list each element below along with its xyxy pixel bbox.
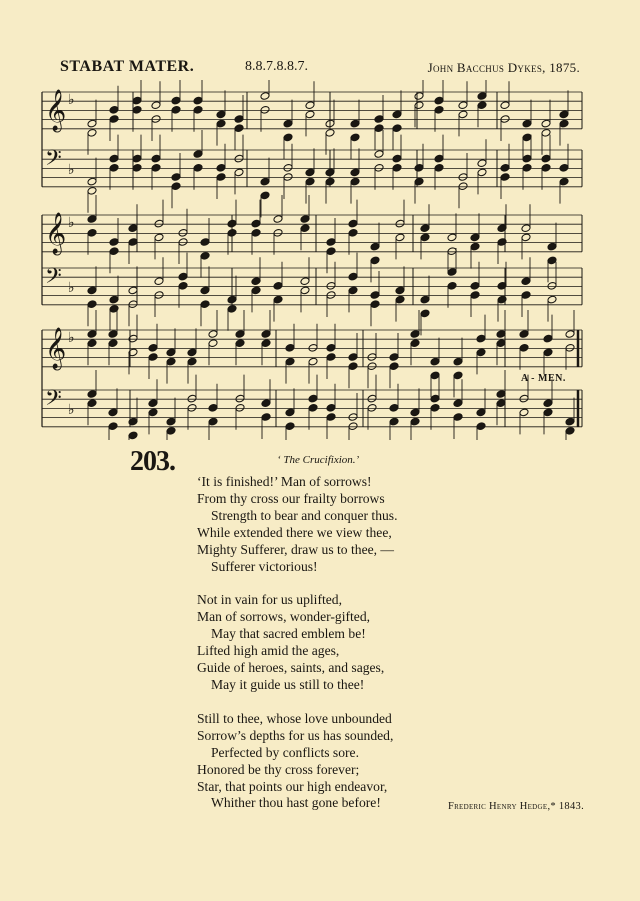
note-head: [476, 422, 486, 431]
composer-credit: John Bacchus Dykes, 1875.: [427, 60, 580, 75]
note-head: [325, 177, 335, 186]
note-head: [543, 334, 553, 343]
note-head: [308, 357, 318, 366]
note-head: [497, 295, 507, 304]
note-head: [395, 233, 405, 242]
note-head: [87, 128, 97, 137]
note-head: [477, 159, 487, 168]
note-head: [148, 353, 158, 362]
note-head: [476, 348, 486, 357]
note-head: [187, 357, 197, 366]
note-head: [87, 390, 97, 399]
note-head: [87, 339, 97, 348]
note-head: [308, 394, 318, 403]
note-head: [87, 177, 97, 186]
note-head: [300, 224, 310, 233]
verse-line: ‘It is finished!’ Man of sorrows!: [197, 474, 372, 489]
note-head: [410, 417, 420, 426]
note-head: [543, 399, 553, 408]
note-head: [410, 330, 420, 339]
note-head: [430, 403, 440, 412]
note-head: [305, 110, 315, 119]
note-head: [541, 163, 551, 172]
note-head: [414, 92, 424, 101]
note-head: [261, 339, 271, 348]
note-head: [420, 224, 430, 233]
note-head: [300, 215, 310, 224]
note-head: [128, 348, 138, 357]
note-head: [273, 228, 283, 237]
note-head: [273, 281, 283, 290]
note-head: [251, 228, 261, 237]
note-head: [200, 286, 210, 295]
note-head: [476, 408, 486, 417]
note-head: [410, 408, 420, 417]
verse-line: From thy cross our frailty borrows: [197, 490, 385, 506]
note-head: [367, 353, 377, 362]
verse-line: While extended there we view thee,: [197, 524, 392, 540]
note-head: [178, 281, 188, 290]
note-head: [171, 96, 181, 105]
note-head: [273, 295, 283, 304]
note-head: [370, 300, 380, 309]
note-head: [200, 238, 210, 247]
note-head: [166, 357, 176, 366]
note-head: [458, 101, 468, 110]
note-head: [541, 119, 551, 128]
note-head: [547, 256, 557, 265]
note-head: [414, 163, 424, 172]
note-head: [235, 339, 245, 348]
note-head: [367, 403, 377, 412]
note-head: [392, 163, 402, 172]
note-head: [559, 177, 569, 186]
note-head: [477, 101, 487, 110]
note-head: [166, 417, 176, 426]
note-head: [109, 105, 119, 114]
flat-sign: ♭: [68, 92, 75, 108]
note-head: [305, 177, 315, 186]
note-head: [234, 124, 244, 133]
note-head: [128, 417, 138, 426]
note-head: [374, 150, 384, 159]
stanza-2: [197, 592, 527, 693]
verse-line: Not in vain for us uplifted,: [197, 592, 342, 608]
tune-header: [40, 58, 580, 80]
note-head: [326, 343, 336, 352]
note-head: [148, 343, 158, 352]
note-head: [414, 177, 424, 186]
note-head: [151, 163, 161, 172]
bass-clef: 𝄢: [45, 386, 62, 416]
note-head: [260, 105, 270, 114]
note-head: [261, 330, 271, 339]
note-head: [453, 399, 463, 408]
note-head: [128, 334, 138, 343]
note-head: [350, 133, 360, 142]
note-head: [477, 92, 487, 101]
note-head: [178, 228, 188, 237]
hymn-title: ‘ The Crucifixion.’: [277, 454, 360, 466]
note-head: [154, 291, 164, 300]
note-head: [326, 291, 336, 300]
verse-line: Guide of heroes, saints, and sages,: [197, 660, 385, 676]
note-head: [200, 300, 210, 309]
note-head: [392, 124, 402, 133]
note-head: [374, 124, 384, 133]
note-head: [392, 110, 402, 119]
note-head: [470, 242, 480, 251]
note-head: [285, 357, 295, 366]
note-head: [109, 163, 119, 172]
note-head: [500, 163, 510, 172]
note-head: [434, 163, 444, 172]
note-head: [305, 168, 315, 177]
note-head: [348, 413, 358, 422]
verse-line: May it guide us still to thee!: [211, 676, 365, 692]
note-head: [326, 353, 336, 362]
note-head: [521, 277, 531, 286]
note-head: [87, 186, 97, 195]
note-head: [420, 309, 430, 318]
note-head: [227, 228, 237, 237]
note-head: [434, 154, 444, 163]
note-head: [251, 277, 261, 286]
note-head: [208, 417, 218, 426]
verse-line: Sorrow’s depths for us has sounded,: [197, 727, 394, 743]
note-head: [108, 339, 118, 348]
verse-line: Honored be thy cross forever;: [197, 761, 360, 777]
note-head: [565, 417, 575, 426]
verse-line: Sufferer victorious!: [211, 558, 318, 574]
note-head: [235, 403, 245, 412]
note-head: [171, 105, 181, 114]
stanza-1: [197, 474, 527, 575]
note-head: [389, 417, 399, 426]
note-head: [543, 348, 553, 357]
note-head: [283, 133, 293, 142]
author-credit: Frederic Henry Hedge,* 1843.: [447, 801, 584, 812]
bass-clef: 𝄢: [45, 264, 62, 294]
note-head: [477, 168, 487, 177]
note-head: [260, 92, 270, 101]
note-head: [234, 154, 244, 163]
note-head: [348, 362, 358, 371]
note-head: [261, 413, 271, 422]
note-head: [234, 168, 244, 177]
note-head: [395, 286, 405, 295]
note-head: [447, 268, 457, 277]
bass-clef: 𝄢: [45, 146, 62, 176]
note-head: [559, 110, 569, 119]
note-head: [193, 163, 203, 172]
music-score: [0, 80, 640, 440]
note-head: [193, 150, 203, 159]
note-head: [470, 281, 480, 290]
note-head: [458, 182, 468, 191]
treble-clef: 𝄞: [45, 213, 67, 254]
note-head: [350, 177, 360, 186]
note-head: [497, 281, 507, 290]
flat-sign: ♭: [68, 280, 75, 296]
note-head: [87, 330, 97, 339]
note-head: [128, 431, 138, 440]
note-head: [521, 291, 531, 300]
note-head: [434, 105, 444, 114]
note-head: [326, 403, 336, 412]
note-head: [348, 286, 358, 295]
note-head: [447, 247, 457, 256]
tune-meter: 8.8.7.8.8.7.: [245, 59, 308, 74]
note-head: [414, 101, 424, 110]
note-head: [374, 163, 384, 172]
note-head: [109, 295, 119, 304]
note-head: [325, 168, 335, 177]
note-head: [392, 154, 402, 163]
note-head: [470, 291, 480, 300]
note-head: [87, 228, 97, 237]
note-head: [326, 413, 336, 422]
note-head: [519, 394, 529, 403]
note-head: [522, 154, 532, 163]
amen-label: A - MEN.: [521, 373, 566, 384]
note-head: [348, 228, 358, 237]
note-head: [497, 238, 507, 247]
note-head: [348, 353, 358, 362]
flat-sign: ♭: [68, 330, 75, 346]
note-head: [541, 154, 551, 163]
note-head: [389, 362, 399, 371]
note-head: [470, 233, 480, 242]
note-head: [187, 403, 197, 412]
note-head: [559, 119, 569, 128]
note-head: [273, 215, 283, 224]
note-head: [522, 119, 532, 128]
verse-line: May that sacred emblem be!: [211, 626, 366, 642]
note-head: [193, 96, 203, 105]
note-head: [348, 219, 358, 228]
note-head: [171, 182, 181, 191]
verse-line: Mighty Sufferer, draw us to thee, —: [197, 541, 395, 557]
note-head: [434, 96, 444, 105]
note-head: [227, 304, 237, 313]
note-head: [521, 224, 531, 233]
verse-line: Star, that points our high endeavor,: [197, 778, 388, 794]
note-head: [430, 371, 440, 380]
note-head: [565, 343, 575, 352]
note-head: [178, 238, 188, 247]
note-head: [430, 394, 440, 403]
note-head: [519, 408, 529, 417]
note-head: [497, 224, 507, 233]
note-head: [420, 295, 430, 304]
note-head: [348, 422, 358, 431]
treble-clef: 𝄞: [45, 90, 67, 131]
note-head: [543, 408, 553, 417]
note-head: [193, 105, 203, 114]
note-head: [227, 219, 237, 228]
note-head: [547, 281, 557, 290]
note-head: [235, 330, 245, 339]
note-head: [260, 191, 270, 200]
note-head: [235, 394, 245, 403]
note-head: [187, 394, 197, 403]
note-head: [208, 339, 218, 348]
note-head: [216, 173, 226, 182]
note-head: [370, 242, 380, 251]
verse-line: Lifted high amid the ages,: [197, 643, 340, 659]
note-head: [208, 403, 218, 412]
note-head: [285, 408, 295, 417]
note-head: [522, 133, 532, 142]
note-head: [261, 399, 271, 408]
note-head: [447, 233, 457, 242]
note-head: [541, 128, 551, 137]
note-head: [109, 154, 119, 163]
note-head: [108, 422, 118, 431]
note-head: [87, 300, 97, 309]
note-head: [326, 281, 336, 290]
note-head: [178, 272, 188, 281]
note-head: [251, 219, 261, 228]
note-head: [305, 101, 315, 110]
note-head: [367, 362, 377, 371]
note-head: [87, 119, 97, 128]
note-head: [283, 163, 293, 172]
note-head: [151, 115, 161, 124]
note-head: [208, 330, 218, 339]
note-head: [87, 399, 97, 408]
note-head: [389, 353, 399, 362]
note-head: [519, 330, 529, 339]
note-head: [166, 426, 176, 435]
note-head: [370, 291, 380, 300]
verse-line: Strength to bear and conquer thus.: [211, 507, 398, 523]
note-head: [410, 339, 420, 348]
note-head: [148, 399, 158, 408]
note-head: [521, 233, 531, 242]
note-head: [565, 330, 575, 339]
note-head: [453, 413, 463, 422]
note-head: [166, 348, 176, 357]
note-head: [154, 233, 164, 242]
verse-line: Whither thou hast gone before!: [211, 795, 381, 811]
note-head: [500, 173, 510, 182]
verse-line: Still to thee, whose love unbounded: [197, 710, 392, 726]
note-head: [367, 394, 377, 403]
note-head: [187, 348, 197, 357]
flat-sign: ♭: [68, 402, 75, 418]
note-head: [87, 286, 97, 295]
stanza-3: [197, 711, 527, 812]
note-head: [500, 101, 510, 110]
note-head: [109, 247, 119, 256]
note-head: [171, 173, 181, 182]
note-head: [200, 251, 210, 260]
note-head: [148, 408, 158, 417]
note-head: [87, 215, 97, 224]
note-head: [350, 168, 360, 177]
note-head: [308, 343, 318, 352]
note-head: [389, 403, 399, 412]
note-head: [559, 163, 569, 172]
note-head: [547, 242, 557, 251]
note-head: [109, 115, 119, 124]
note-head: [430, 357, 440, 366]
note-head: [547, 295, 557, 304]
note-head: [453, 357, 463, 366]
note-head: [326, 247, 336, 256]
note-head: [300, 286, 310, 295]
note-head: [283, 173, 293, 182]
note-head: [522, 163, 532, 172]
note-head: [151, 154, 161, 163]
note-head: [227, 295, 237, 304]
note-head: [500, 115, 510, 124]
note-head: [374, 115, 384, 124]
note-head: [420, 233, 430, 242]
note-head: [300, 277, 310, 286]
note-head: [109, 238, 119, 247]
note-head: [453, 371, 463, 380]
note-head: [216, 119, 226, 128]
note-head: [151, 101, 161, 110]
note-head: [285, 343, 295, 352]
note-head: [216, 163, 226, 172]
note-head: [458, 110, 468, 119]
note-head: [326, 238, 336, 247]
note-head: [251, 286, 261, 295]
note-head: [395, 295, 405, 304]
note-head: [447, 281, 457, 290]
note-head: [108, 330, 118, 339]
note-head: [283, 119, 293, 128]
note-head: [285, 422, 295, 431]
flat-sign: ♭: [68, 162, 75, 178]
note-head: [325, 128, 335, 137]
note-head: [308, 403, 318, 412]
verse-line: Man of sorrows, wonder-gifted,: [197, 609, 371, 625]
note-head: [370, 256, 380, 265]
verse-line: Perfected by conflicts sore.: [211, 744, 359, 760]
note-head: [154, 277, 164, 286]
note-head: [234, 115, 244, 124]
note-head: [260, 177, 270, 186]
flat-sign: ♭: [68, 215, 75, 231]
treble-clef: 𝄞: [45, 328, 67, 369]
note-head: [108, 408, 118, 417]
note-head: [154, 219, 164, 228]
note-head: [519, 343, 529, 352]
note-head: [395, 219, 405, 228]
tune-name: STABAT MATER.: [60, 58, 195, 75]
note-head: [109, 304, 119, 313]
hymn-number: 203.: [130, 446, 175, 477]
note-head: [348, 272, 358, 281]
note-head: [458, 173, 468, 182]
note-head: [216, 110, 226, 119]
note-head: [350, 119, 360, 128]
note-head: [565, 426, 575, 435]
hymn-text: [197, 474, 527, 829]
note-head: [476, 334, 486, 343]
